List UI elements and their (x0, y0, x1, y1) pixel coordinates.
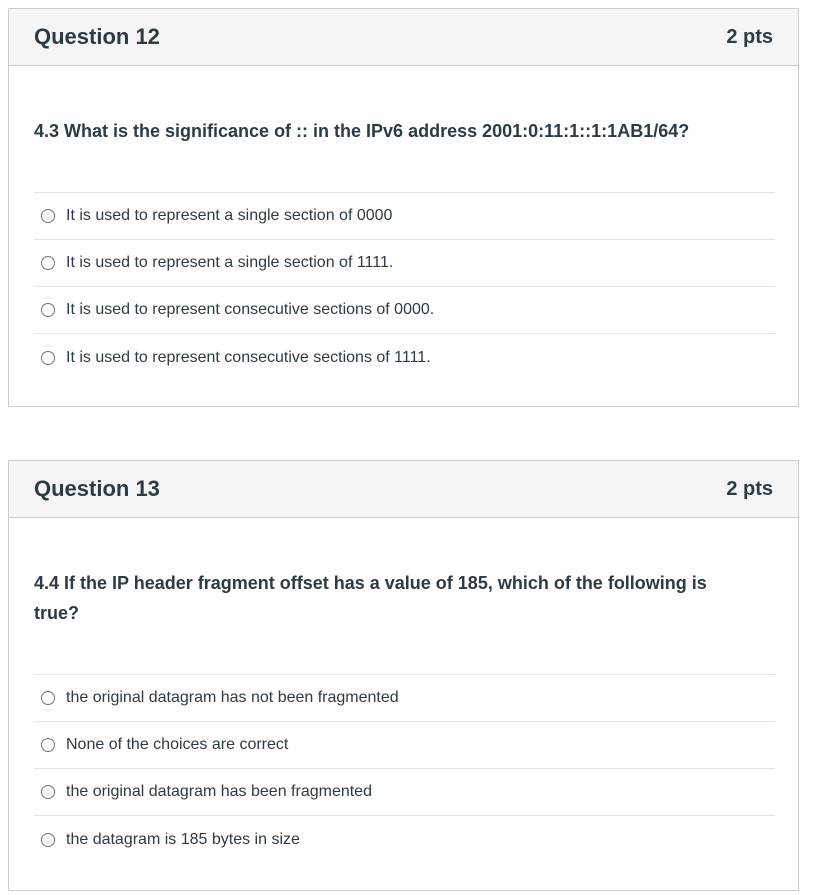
answer-label: the original datagram has been fragmented (66, 783, 372, 800)
radio-unchecked-icon[interactable] (41, 738, 55, 752)
question-13-points: 2 pts (726, 477, 773, 500)
answer-label: the datagram is 185 bytes in size (66, 830, 300, 848)
question-12-title: Question 12 (34, 24, 160, 49)
question-13-answer-4[interactable] (34, 816, 775, 863)
radio-unchecked-icon[interactable] (41, 303, 55, 317)
question-13-text: 4.4 If the IP header fragment offset has a value of 185, which of the following is true? (34, 573, 707, 623)
question-12-answers (34, 192, 775, 381)
answer-label: It is used to represent consecutive sections of 0000. (66, 301, 435, 318)
answer-label: It is used to represent consecutive sections of 1111. (66, 348, 431, 366)
radio-unchecked-icon[interactable] (41, 256, 55, 270)
radio-unchecked-icon[interactable] (41, 351, 55, 365)
answer-label: It is used to represent a single section of 0000 (66, 207, 393, 224)
question-12-card (8, 8, 799, 407)
radio-unchecked-icon[interactable] (41, 691, 55, 705)
question-12-answer-4[interactable] (34, 334, 775, 381)
answer-label: It is used to represent a single section of 1111. (66, 254, 394, 271)
radio-unchecked-icon[interactable] (41, 833, 55, 847)
question-13-header (9, 461, 798, 518)
question-13-answers (34, 674, 775, 863)
question-12-header (9, 9, 798, 66)
question-12-text: 4.3 What is the significance of :: in the IPv6 address 2001:0:11:1::1:1AB1/64? (34, 121, 690, 141)
question-13-title: Question 13 (34, 476, 160, 501)
question-12-points: 2 pts (726, 25, 773, 48)
question-13-answer-1[interactable] (34, 675, 775, 722)
question-13-answer-3[interactable] (34, 769, 775, 816)
question-12-answer-3[interactable] (34, 287, 775, 334)
question-12-answer-1[interactable] (34, 193, 775, 240)
radio-unchecked-icon[interactable] (41, 209, 55, 223)
answer-label: None of the choices are correct (66, 736, 289, 753)
question-13-answer-2[interactable] (34, 722, 775, 769)
answer-label: the original datagram has not been fragmented (66, 689, 399, 706)
question-13-card (8, 460, 799, 891)
question-12-answer-2[interactable] (34, 240, 775, 287)
radio-unchecked-icon[interactable] (41, 785, 55, 799)
